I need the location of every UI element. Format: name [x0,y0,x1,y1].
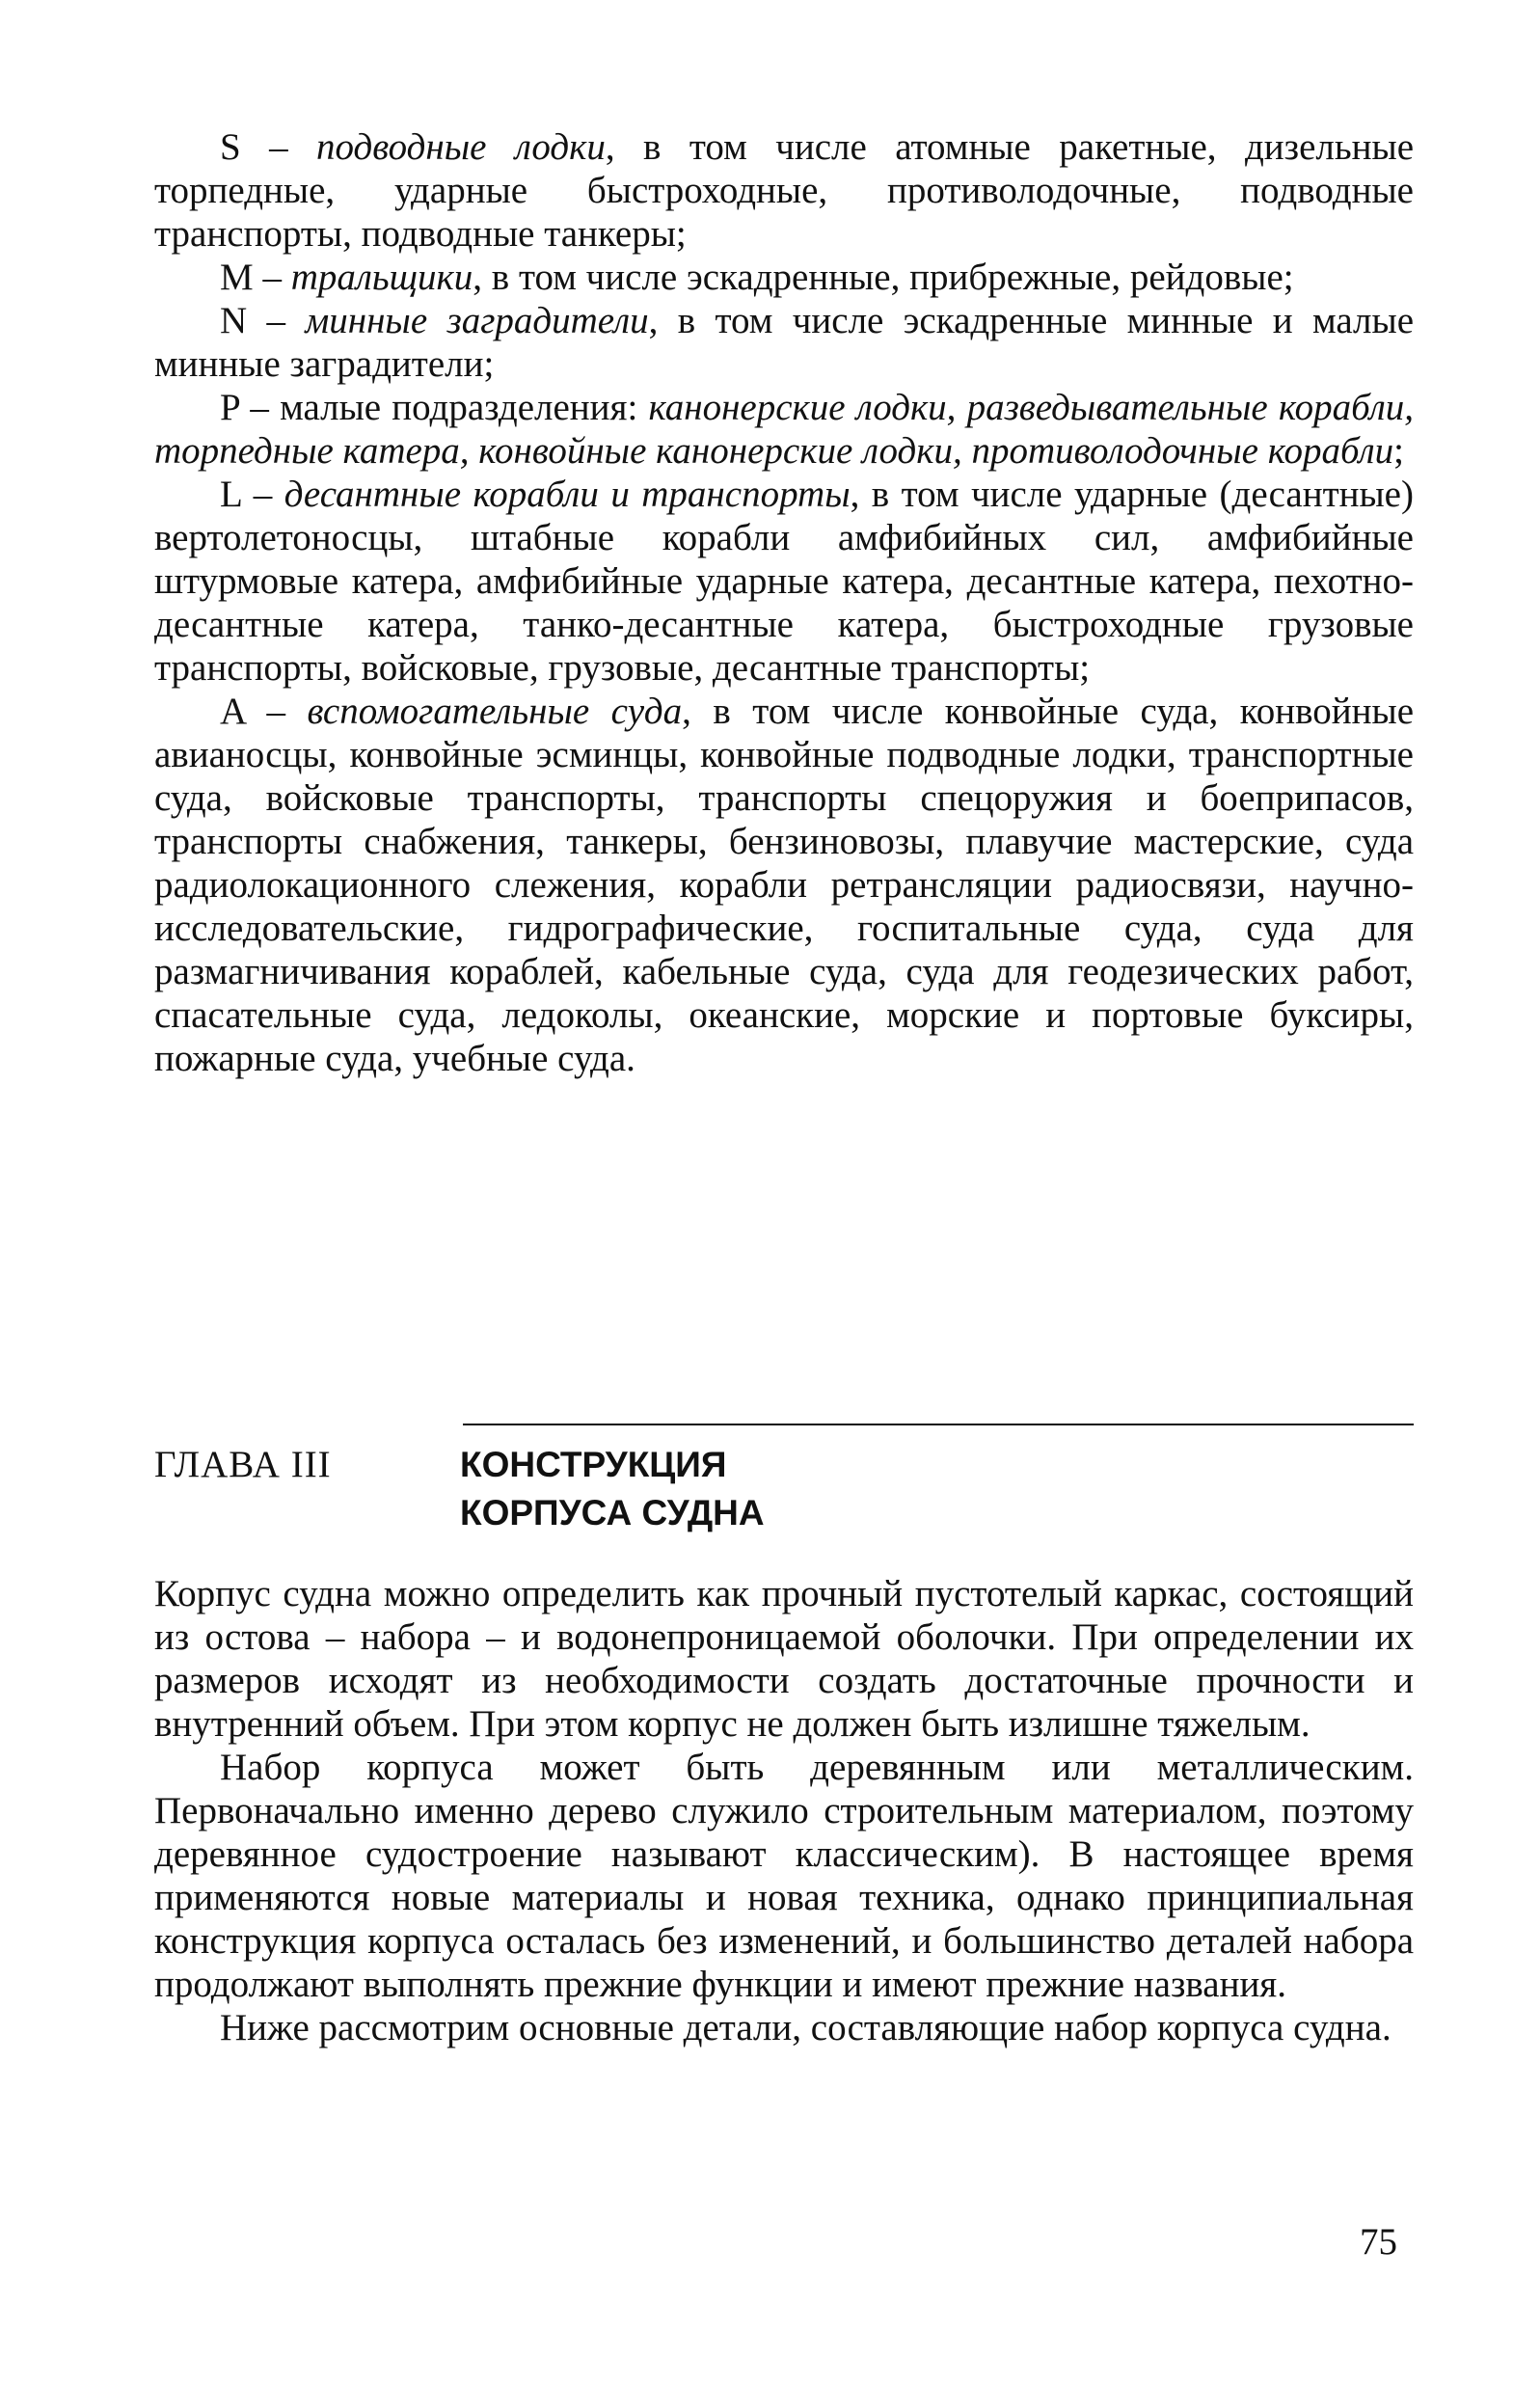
list-item-title: вспомогательные суда [307,691,683,732]
chapter-title-line-2: КОРПУСА СУДНА [460,1493,765,1533]
list-item-s: S – подводные лодки, в том числе атомные ракетные, дизельные торпедные, ударные быстроходные, противолодочные, подводные транспорты, подводные танкеры; [154,126,1415,255]
list-item-title: минные заградители [305,300,649,341]
list-item-n: N – минные заградители, в том числе эскадренные минные и малые минные заградители; [154,300,1415,385]
chapter-body [154,1572,1414,2049]
list-item-l: L – десантные корабли и транспорты, в том числе ударные (десантные) вертолетоносцы, штабные корабли амфибийных сил, амфибийные штурмовые катера, амфибийные ударные катера, десантные катера, пехотно-десантные катера, танко-десантные катера, быстроходные грузовые транспорты, войсковые, грузовые, десантные транспорты; [154,474,1414,689]
list-item-title: десантные корабли и транспорты [284,474,851,515]
list-item-title: тральщики [290,257,473,298]
list-item-p: P – малые подразделения: канонерские лодки, разведывательные корабли, торпедные катера, конвойные канонерские лодки, противолодочные корабли; [154,387,1415,472]
list-item-a: A – вспомогательные суда, в том числе конвойные суда, конвойные авианосцы, конвойные эсминцы, конвойные подводные лодки, транспортные суда, войсковые транспорты, транспорты спецоружия и боеприпасов, транспорты снабжения, танкеры, бензиновозы, плавучие мастерские, суда радиолокационного слежения, корабли ретрансляции радиосвязи, научно-исследовательские, гидрографические, госпитальные суда, суда для размагничивания кораблей, кабельные суда, суда для геодезических работ, спасательные суда, ледоколы, океанские, морские и портовые буксиры, пожарные суда, учебные суда. [154,691,1415,1079]
chapter-title [460,1441,765,1537]
chapter-label: ГЛАВА III [154,1444,332,1485]
chapter-divider [463,1424,1414,1425]
body-paragraph: Набор корпуса может быть деревянным или металлическим. Первоначально именно дерево служило строительным материалом, поэтому деревянное судостроение называют классическим). В настоящее время применяются новые материалы и новая техника, однако принципиальная конструкция корпуса осталась без изменений, и большинство деталей набора продолжают выполнять прежние функции и имеют прежние названия. [154,1747,1414,2005]
body-paragraph: Корпус судна можно определить как прочный пустотелый каркас, состоящий из остова – набора – и водонепроницаемой оболочки. При определении их размеров исходят из необходимости создать достаточные прочности и внутренний объем. При этом корпус не должен быть излишне тяжелым. [154,1573,1414,1745]
page-number: 75 [1360,2221,1397,2263]
ship-class-list [154,125,1414,1080]
chapter-title-line-1: КОНСТРУКЦИЯ [460,1445,727,1484]
list-item-m: M – тральщики, в том числе эскадренные, прибрежные, рейдовые; [220,257,1294,298]
list-item-title: канонерские лодки, разведывательные корабли, торпедные катера, конвойные канонерские лодки, противолодочные корабли [154,387,1415,472]
list-item-title: подводные лодки [316,126,606,168]
body-paragraph: Ниже рассмотрим основные детали, составляющие набор корпуса судна. [220,2007,1391,2048]
